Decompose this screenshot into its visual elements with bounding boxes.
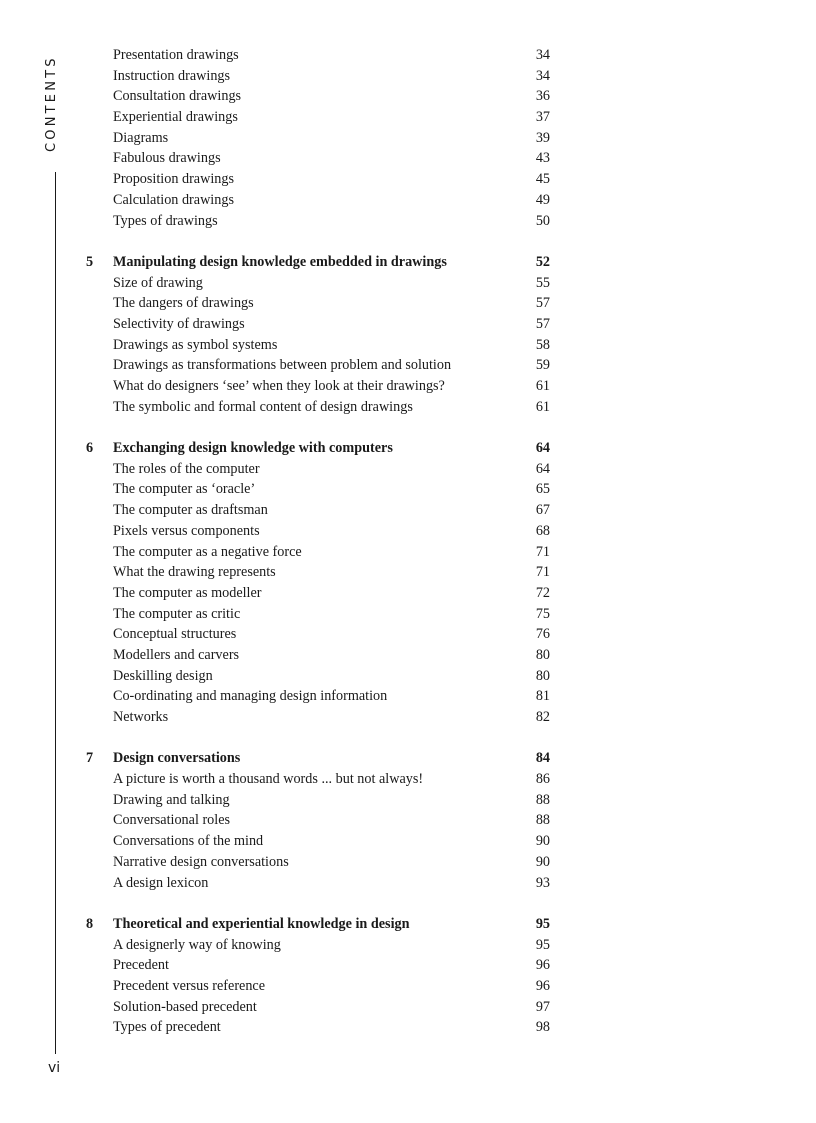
entry-title: Types of drawings xyxy=(113,212,218,229)
toc-entry[interactable] xyxy=(0,852,816,873)
entry-page: 97 xyxy=(535,998,550,1015)
toc-entry[interactable] xyxy=(0,190,816,211)
entry-title: The roles of the computer xyxy=(113,460,260,477)
toc-entry[interactable] xyxy=(0,810,816,831)
toc-entry[interactable] xyxy=(0,873,816,894)
entry-page: 50 xyxy=(535,212,550,229)
entry-title: Consultation drawings xyxy=(113,88,242,105)
entry-page: 88 xyxy=(535,791,550,808)
toc-entry[interactable] xyxy=(0,355,816,376)
entry-title: Size of drawing xyxy=(113,274,203,291)
entry-page: 43 xyxy=(535,150,550,167)
section-gap xyxy=(0,728,816,749)
entry-title: Types of precedent xyxy=(113,1019,221,1036)
entry-title: Networks xyxy=(113,709,169,725)
chapter-title: Theoretical and experiential knowledge in design xyxy=(113,915,410,932)
entry-page: 95 xyxy=(535,936,550,953)
entry-title: The symbolic and formal content of design drawings xyxy=(113,398,413,415)
toc-entry[interactable] xyxy=(0,314,816,335)
entry-page: 96 xyxy=(535,957,550,974)
entry-page: 36 xyxy=(535,88,550,105)
entry-page: 71 xyxy=(535,543,550,560)
toc-entry[interactable] xyxy=(0,583,816,604)
chapter-heading-5[interactable] xyxy=(0,252,816,273)
chapter-heading-6[interactable] xyxy=(0,438,816,459)
entry-title: Precedent xyxy=(113,957,169,974)
entry-title: The computer as a negative force xyxy=(113,543,302,560)
entry-title: Solution-based precedent xyxy=(113,998,257,1015)
toc-entry[interactable] xyxy=(0,1017,816,1038)
entry-page: 67 xyxy=(535,502,550,519)
table-of-contents xyxy=(0,45,816,1038)
entry-title: Conceptual structures xyxy=(113,626,237,643)
entry-title: A picture is worth a thousand words ... but not always! xyxy=(113,771,424,788)
toc-entry[interactable] xyxy=(0,521,816,542)
toc-entry[interactable] xyxy=(0,604,816,625)
toc-entry[interactable] xyxy=(0,211,816,232)
chapter-heading-7[interactable] xyxy=(0,748,816,769)
running-header-contents: CONTENTS xyxy=(44,55,59,152)
toc-entry[interactable] xyxy=(0,293,816,314)
entry-page: 98 xyxy=(535,1019,550,1036)
chapter-number: 5 xyxy=(86,253,94,270)
entry-title: Instruction drawings xyxy=(113,67,231,84)
entry-title: Drawing and talking xyxy=(113,791,230,808)
toc-entry[interactable] xyxy=(0,397,816,418)
chapter-page: 52 xyxy=(535,253,550,270)
toc-entry[interactable] xyxy=(0,66,816,87)
section-gap xyxy=(0,893,816,914)
page-number: vi xyxy=(48,1060,61,1076)
toc-entry[interactable] xyxy=(0,562,816,583)
entry-title: Pixels versus components xyxy=(113,522,260,539)
chapter-title: Exchanging design knowledge with computers xyxy=(113,440,393,457)
entry-page: 59 xyxy=(535,357,550,374)
entry-page: 82 xyxy=(535,709,550,725)
entry-title: The computer as draftsman xyxy=(113,502,268,519)
entry-title: Drawings as symbol systems xyxy=(113,336,278,353)
toc-entry[interactable] xyxy=(0,686,816,707)
chapter-page: 84 xyxy=(535,750,550,767)
toc-entry[interactable] xyxy=(0,273,816,294)
toc-entry[interactable] xyxy=(0,500,816,521)
entry-title: Precedent versus reference xyxy=(113,977,266,994)
entry-title: Conversational roles xyxy=(113,812,231,829)
toc-entry[interactable] xyxy=(0,376,816,397)
entry-page: 80 xyxy=(535,667,550,684)
entry-title: A designerly way of knowing xyxy=(113,936,281,953)
entry-page: 58 xyxy=(535,336,550,353)
toc-entry[interactable] xyxy=(0,86,816,107)
toc-entry[interactable] xyxy=(0,707,816,728)
toc-entry[interactable] xyxy=(0,645,816,666)
entry-page: 96 xyxy=(535,977,550,994)
entry-page: 81 xyxy=(535,688,550,705)
entry-page: 72 xyxy=(535,584,550,601)
chapter-number: 6 xyxy=(86,440,94,457)
entry-page: 90 xyxy=(535,853,550,870)
entry-page: 75 xyxy=(535,605,550,622)
toc-entry[interactable] xyxy=(0,335,816,356)
entry-title: The computer as modeller xyxy=(113,584,262,601)
entry-title: The dangers of drawings xyxy=(113,295,254,312)
entry-page: 34 xyxy=(535,47,550,63)
entry-title: Narrative design conversations xyxy=(113,853,289,870)
entry-page: 93 xyxy=(535,874,550,891)
entry-page: 55 xyxy=(535,274,550,291)
section-gap xyxy=(0,231,816,252)
toc-entry[interactable] xyxy=(0,542,816,563)
entry-title: Co-ordinating and managing design information xyxy=(113,688,388,705)
toc-entry[interactable] xyxy=(0,831,816,852)
chapter-title: Design conversations xyxy=(113,750,241,767)
toc-entry[interactable] xyxy=(0,624,816,645)
toc-entry[interactable] xyxy=(0,459,816,480)
entry-title: Modellers and carvers xyxy=(113,646,240,663)
entry-title: Calculation drawings xyxy=(113,191,234,208)
chapter-number: 7 xyxy=(86,750,94,767)
entry-page: 61 xyxy=(535,378,550,394)
entry-page: 68 xyxy=(535,522,550,539)
entry-title: Selectivity of drawings xyxy=(113,315,245,332)
entry-page: 37 xyxy=(535,109,550,126)
entry-page: 71 xyxy=(535,564,550,581)
entry-title: Proposition drawings xyxy=(113,171,234,188)
entry-title: What the drawing represents xyxy=(113,564,276,581)
entry-title: The computer as critic xyxy=(113,605,241,622)
entry-page: 88 xyxy=(535,812,550,829)
entry-title: Diagrams xyxy=(113,129,169,146)
entry-title: Conversations of the mind xyxy=(113,833,264,850)
entry-page: 34 xyxy=(535,67,550,84)
entry-page: 90 xyxy=(535,833,550,850)
entry-page: 64 xyxy=(535,460,550,477)
entry-title: Deskilling design xyxy=(113,667,213,684)
chapter-heading-8[interactable] xyxy=(0,914,816,935)
entry-page: 49 xyxy=(535,191,550,208)
entry-title: A design lexicon xyxy=(113,874,209,891)
entry-title: Drawings as transformations between problem and solution xyxy=(113,357,452,374)
toc-entry[interactable] xyxy=(0,955,816,976)
toc-entry[interactable] xyxy=(0,107,816,128)
chapter-number: 8 xyxy=(86,915,94,932)
entry-title: What do designers ‘see’ when they look at their drawings? xyxy=(113,378,445,394)
toc-entry[interactable] xyxy=(0,148,816,169)
entry-page: 57 xyxy=(535,315,550,332)
chapter-page: 64 xyxy=(535,440,550,457)
toc-entry[interactable] xyxy=(0,479,816,500)
toc-entry[interactable] xyxy=(0,128,816,149)
toc-entry[interactable] xyxy=(0,790,816,811)
entry-title: Presentation drawings xyxy=(113,47,239,63)
entry-page: 65 xyxy=(535,481,550,498)
entry-page: 86 xyxy=(535,771,550,788)
entry-page: 39 xyxy=(535,129,550,146)
entry-title: The computer as ‘oracle’ xyxy=(113,481,256,498)
toc-entry[interactable] xyxy=(0,169,816,190)
entry-title: Experiential drawings xyxy=(113,109,238,126)
entry-page: 61 xyxy=(535,398,550,415)
toc-entry[interactable] xyxy=(0,45,816,66)
toc-entry[interactable] xyxy=(0,935,816,956)
toc-entry[interactable] xyxy=(0,769,816,790)
toc-entry[interactable] xyxy=(0,666,816,687)
chapter-page: 95 xyxy=(535,915,550,932)
entry-page: 76 xyxy=(535,626,550,643)
entry-title: Fabulous drawings xyxy=(113,150,221,167)
chapter-title: Manipulating design knowledge embedded in drawings xyxy=(113,253,447,270)
section-gap xyxy=(0,417,816,438)
entry-page: 45 xyxy=(535,171,550,188)
entry-page: 80 xyxy=(535,646,550,663)
entry-page: 57 xyxy=(535,295,550,312)
toc-entry[interactable] xyxy=(0,997,816,1018)
toc-entry[interactable] xyxy=(0,976,816,997)
